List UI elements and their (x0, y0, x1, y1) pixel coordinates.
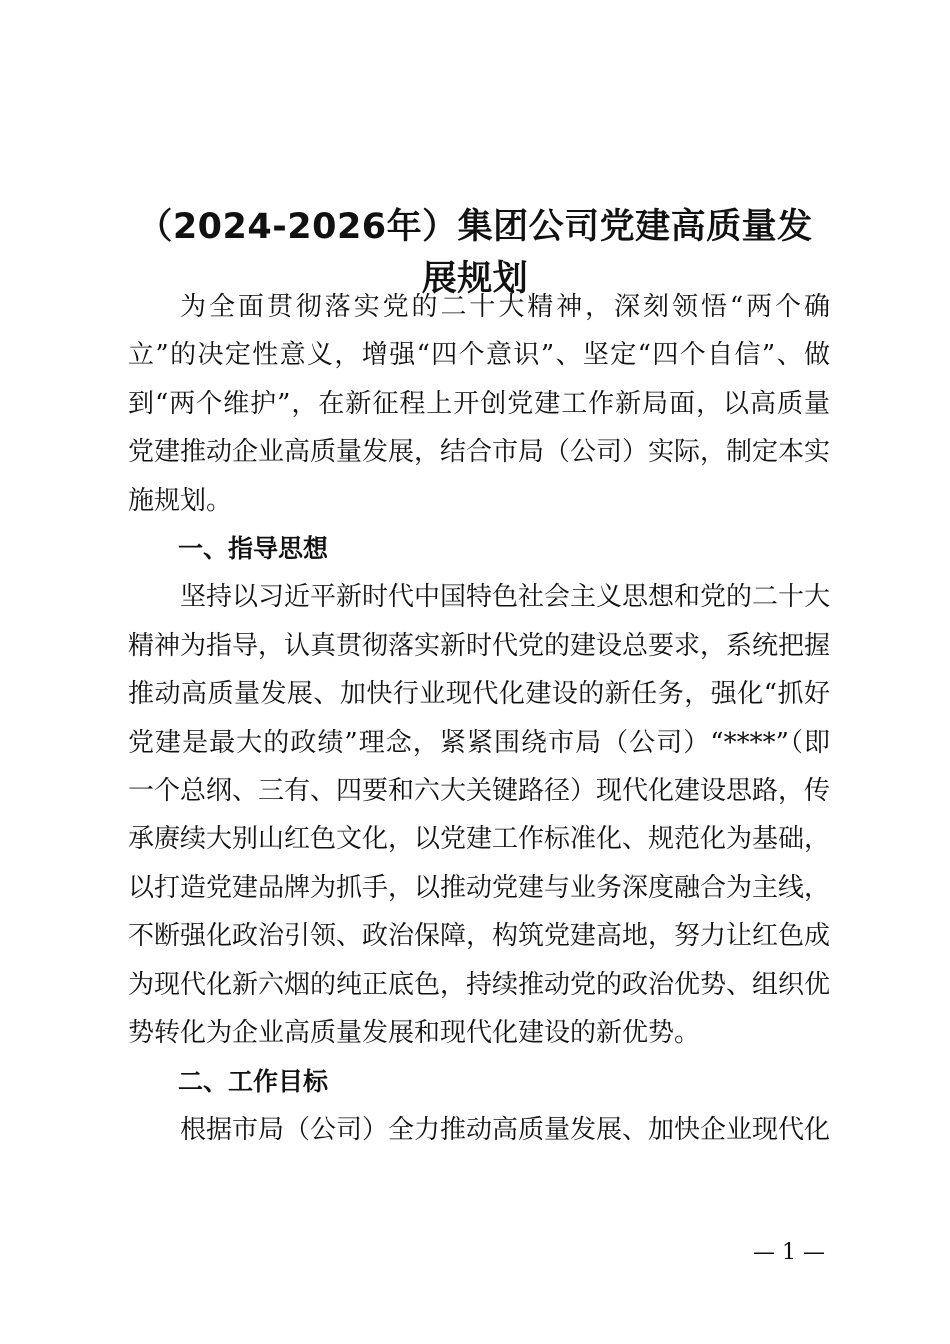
intro-paragraph: 为全面贯彻落实党的二十大精神，深刻领悟“两个确立”的决定性意义，增强“四个意识”、坚定“四个自信”、做到“两个维护”，在新征程上开创党建工作新局面，以高质量党建推动企业高质量发展，结合市局（公司）实际，制定本实施规划。 (128, 292, 831, 516)
document-title: （2024-2026年）集团公司党建高质量发展规划 (137, 207, 813, 300)
page-number: — 1 — (753, 1240, 825, 1265)
section-heading-guiding-ideology: 一、指导思想 (178, 534, 329, 564)
guiding-ideology-paragraph: 坚持以习近平新时代中国特色社会主义思想和党的二十大精神为指导，认真贯彻落实新时代党的建设总要求，系统把握推动高质量发展、加快行业现代化建设的新任务，强化“抓好党建是最大的政绩”理念，紧紧围绕市局（公司）“****”（即一个总纲、三有、四要和六大关键路径）现代化建设思路，传承赓续大别山红色文化，以党建工作标准化、规范化为基础，以打造党建品牌为抓手，以推动党建与业务深度融合为主线，不断强化政治引领、政治保障，构筑党建高地，努力让红色成为现代化新六烟的纯正底色，持续推动党的政治优势、组织优势转化为企业高质量发展和现代化建设的新优势。 (128, 582, 831, 1049)
document-body (128, 283, 830, 1154)
section-heading-work-goals: 二、工作目标 (178, 1066, 329, 1096)
work-goals-paragraph: 根据市局（公司）全力推动高质量发展、加快企业现代化 (180, 1114, 831, 1145)
